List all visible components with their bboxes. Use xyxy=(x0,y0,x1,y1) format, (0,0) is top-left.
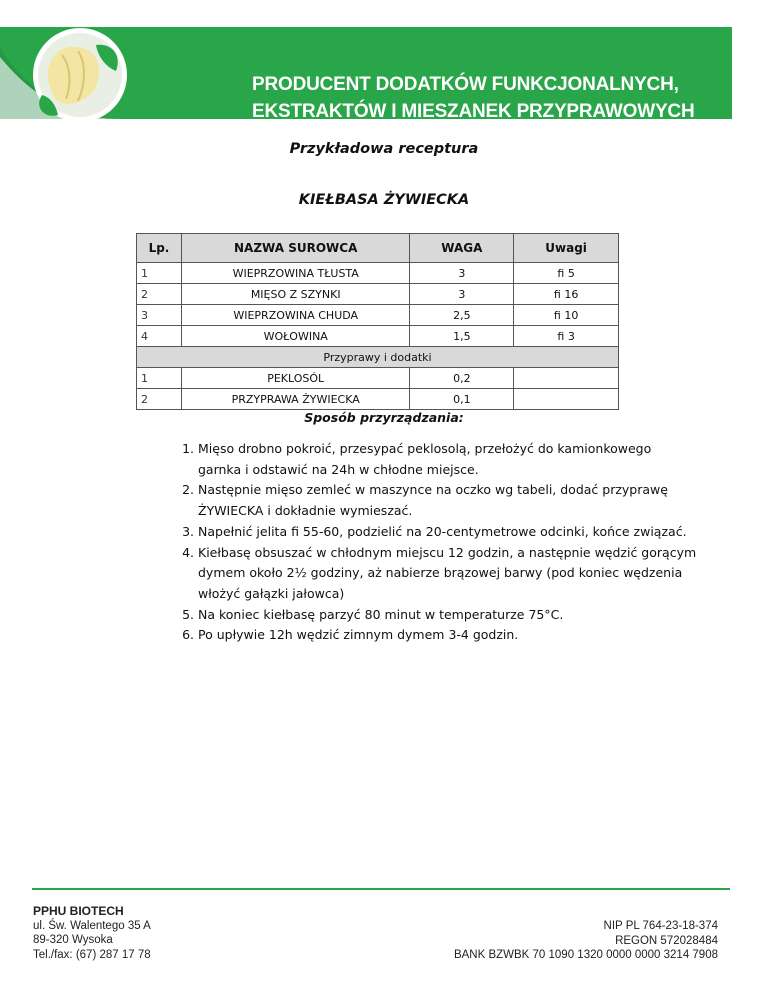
footer-phone: Tel./fax: (67) 287 17 78 xyxy=(33,948,151,961)
section-row xyxy=(137,347,619,368)
ingredient-weight: 1,5 xyxy=(410,326,514,347)
column-header-notes: Uwagi xyxy=(514,234,619,263)
footer-city: 89-320 Wysoka xyxy=(33,934,113,946)
ingredient-name: PEKLOSÓL xyxy=(181,368,410,389)
footer-company-name: PPHU BIOTECH xyxy=(33,904,124,918)
ingredient-name: PRZYPRAWA ŻYWIECKA xyxy=(181,389,410,410)
ingredient-notes: fi 10 xyxy=(514,305,619,326)
row-number: 4 xyxy=(137,326,182,347)
ingredient-notes xyxy=(514,368,619,389)
ingredient-name: WIEPRZOWINA TŁUSTA xyxy=(181,263,410,284)
ingredient-weight: 0,2 xyxy=(410,368,514,389)
footer-street: ul. Św. Walentego 35 A xyxy=(33,919,151,932)
recipe-title: KIEŁBASA ŻYWIECKA xyxy=(298,192,470,208)
table-row xyxy=(137,368,619,389)
tagline-line-2: EKSTRAKTÓW I MIESZANEK PRZYPRAWOWYCH xyxy=(252,101,695,122)
row-number: 1 xyxy=(137,263,182,284)
table-row xyxy=(137,305,619,326)
ingredient-weight: 3 xyxy=(410,263,514,284)
header-banner xyxy=(0,27,768,122)
row-number: 1 xyxy=(137,368,182,389)
list-item: 3. Napełnić jelita fi 55-60, podzielić na 20-centymetrowe odcinki, końce związać. xyxy=(198,522,698,543)
method-steps xyxy=(172,439,698,646)
column-header-lp: Lp. xyxy=(137,234,182,263)
list-item: 2. Następnie mięso zemleć w maszynce na oczko wg tabeli, dodać przyprawę ŻYWIECKA i dokładnie wymieszać. xyxy=(198,480,698,521)
company-logo xyxy=(12,25,142,125)
ingredient-name: WOŁOWINA xyxy=(181,326,410,347)
table-row xyxy=(137,326,619,347)
footer-registration xyxy=(454,919,718,963)
ingredients-table xyxy=(136,233,619,410)
table-row xyxy=(137,389,619,410)
list-item: 1. Mięso drobno pokroić, przesypać peklosolą, przełożyć do kamionkowego garnka i odstawić na 24h w chłodne miejsce. xyxy=(198,439,698,480)
ingredient-notes xyxy=(514,389,619,410)
document-subtitle: Przykładowa receptura xyxy=(289,141,479,157)
row-number: 2 xyxy=(137,389,182,410)
ingredient-notes: fi 3 xyxy=(514,326,619,347)
column-header-weight: WAGA xyxy=(410,234,514,263)
ingredient-name: WIEPRZOWINA CHUDA xyxy=(181,305,410,326)
ingredient-name: MIĘSO Z SZYNKI xyxy=(181,284,410,305)
ingredient-notes: fi 16 xyxy=(514,284,619,305)
ingredient-notes: fi 5 xyxy=(514,263,619,284)
row-number: 2 xyxy=(137,284,182,305)
list-item: 4. Kiełbasę obsuszać w chłodnym miejscu 12 godzin, a następnie wędzić gorącym dymem około 2½ godziny, aż nabierze brązowej barwy (pod koniec wędzenia włożyć gałązki jałowca) xyxy=(198,543,698,605)
section-label: Przyprawy i dodatki xyxy=(137,347,619,368)
footer-divider xyxy=(32,888,730,890)
footer-regon: REGON 572028484 xyxy=(615,934,718,947)
footer-bank: BANK BZWBK 70 1090 1320 0000 0000 3214 7908 xyxy=(453,949,718,961)
tagline-line-1: PRODUCENT DODATKÓW FUNKCJONALNYCH, xyxy=(252,74,679,95)
column-header-name: NAZWA SUROWCA xyxy=(181,234,410,263)
method-title: Sposób przyrządzania: xyxy=(304,410,464,425)
ingredient-weight: 2,5 xyxy=(410,305,514,326)
table-header-row xyxy=(137,234,619,263)
table-row xyxy=(137,284,619,305)
ingredient-weight: 0,1 xyxy=(410,389,514,410)
table-row xyxy=(137,263,619,284)
footer-address xyxy=(33,904,151,962)
banner-tagline xyxy=(252,71,752,125)
footer-nip: NIP PL 764-23-18-374 xyxy=(603,920,718,932)
row-number: 3 xyxy=(137,305,182,326)
list-item: 6. Po upływie 12h wędzić zimnym dymem 3-4 godzin. xyxy=(198,625,698,646)
list-item: 5. Na koniec kiełbasę parzyć 80 minut w temperaturze 75°C. xyxy=(198,605,698,626)
ingredient-weight: 3 xyxy=(410,284,514,305)
